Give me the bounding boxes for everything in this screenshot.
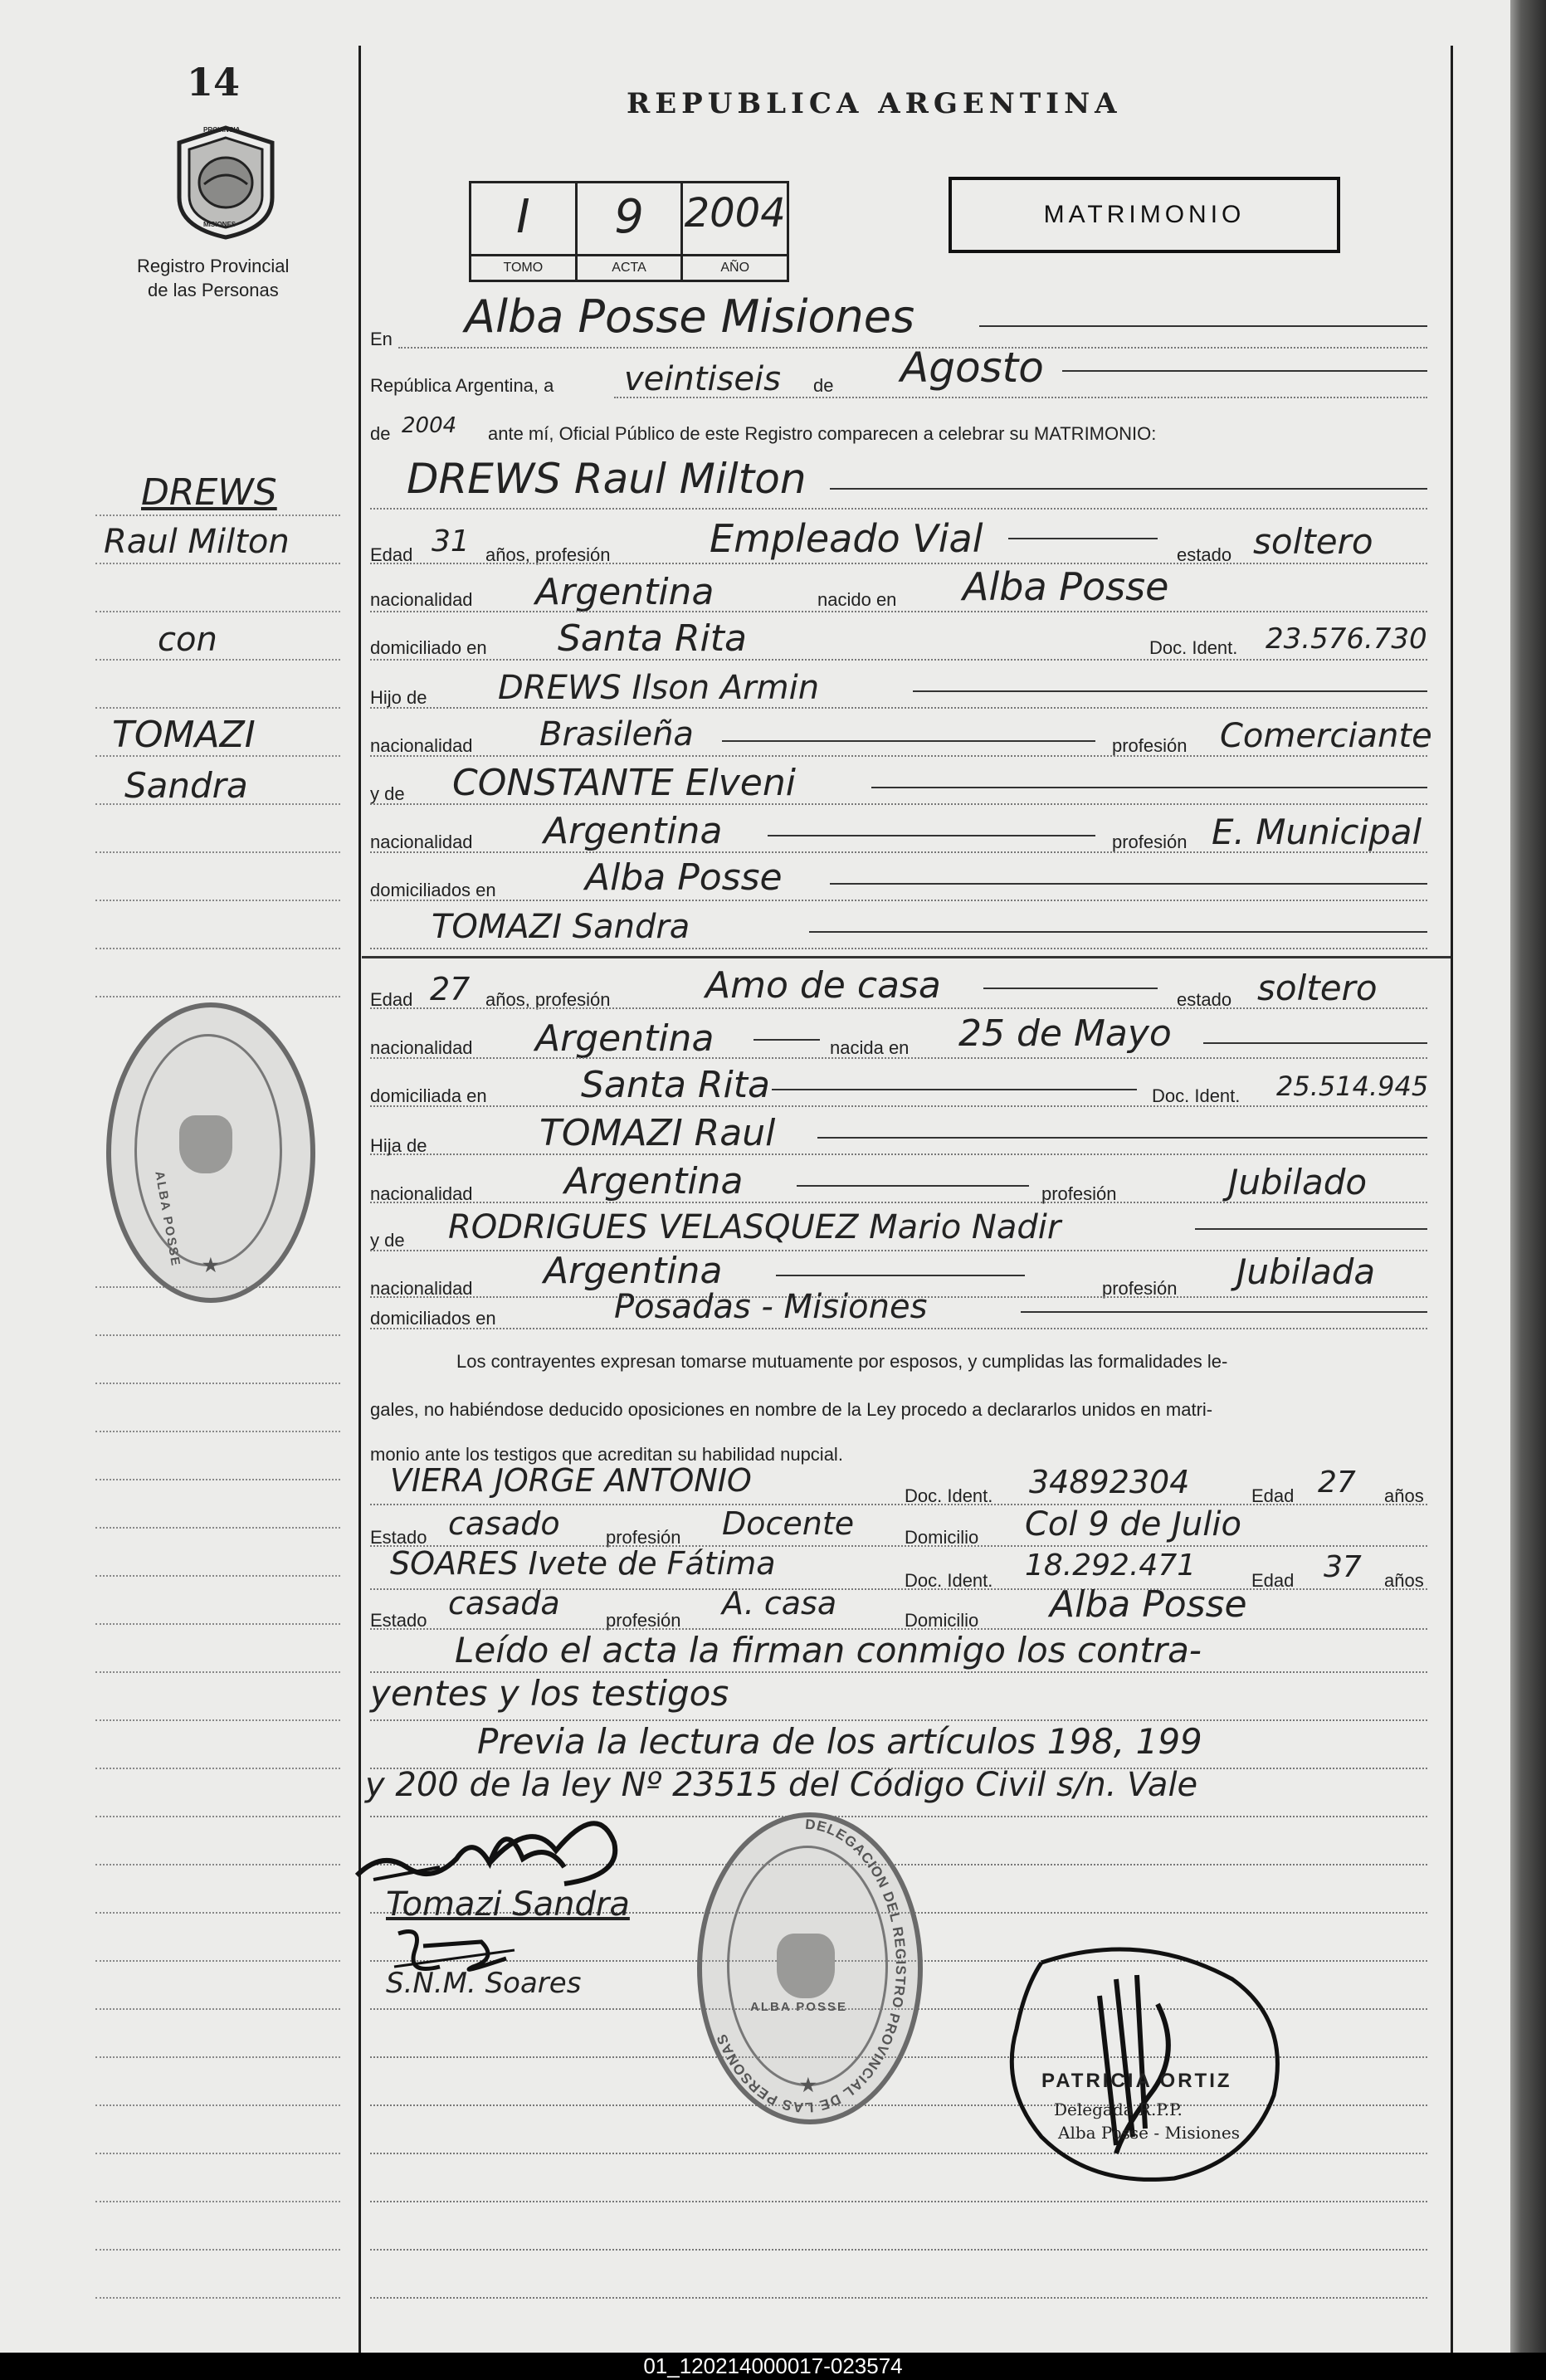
svg-text:DELEGACION DEL REGISTRO PROVIN: DELEGACION DEL REGISTRO PROVINCIAL DE LAS PERSONAS [713, 1816, 910, 2114]
witness1-age: 27 [1318, 1466, 1356, 1500]
official-name: PATRICIA ORTIZ [1041, 2070, 1232, 2092]
month-value: Agosto [900, 344, 1044, 392]
groom-doc: 23.576.730 [1266, 622, 1427, 656]
declaration-line3: monio ante los testigos que acreditan su habilidad nupcial. [370, 1444, 843, 1465]
bride-father-nac-label: nacionalidad [370, 1183, 473, 1204]
groom-nac-label: nacionalidad [370, 589, 473, 610]
note-line1: Leído el acta la firman conmigo los contra- [455, 1630, 1202, 1670]
bride-mother-nat: Argentina [544, 1250, 723, 1292]
bride-birthplace: 25 de Mayo [958, 1012, 1172, 1055]
acta-label: ACTA [578, 254, 681, 280]
tomo-label: TOMO [471, 254, 575, 280]
witness2-edad-label: Edad [1251, 1570, 1295, 1591]
witness2-profession: A. casa [722, 1585, 837, 1622]
groom-mother-nac-label: nacionalidad [370, 832, 473, 852]
tomo-value: I [516, 190, 530, 244]
margin-name-2: Sandra [124, 765, 248, 806]
official-title: Delegada R.P.P. [1054, 2100, 1183, 2119]
witness1-name: VIERA JORGE ANTONIO [390, 1462, 752, 1499]
bride-nationality: Argentina [535, 1017, 714, 1060]
groom-father-nat: Brasileña [539, 715, 694, 754]
groom-estado: soltero [1253, 521, 1373, 562]
groom-age: 31 [432, 524, 470, 558]
anio-label: AÑO [683, 254, 787, 280]
witness2-anos-label: años [1384, 1570, 1424, 1591]
bride-mother: RODRIGUES VELASQUEZ Mario Nadir [448, 1208, 1061, 1246]
bride-hija-label: Hija de [370, 1135, 427, 1156]
groom-parents-dom: Alba Posse [585, 856, 783, 899]
tomo-cell [471, 183, 578, 280]
margin-line-left [358, 46, 361, 2353]
margin-surname-1: DREWS [141, 471, 277, 514]
signature-groom [349, 1784, 680, 1892]
bride-doc: 25.514.945 [1276, 1071, 1429, 1102]
stamp-inner-text-2: ALBA POSSE [750, 2000, 847, 2014]
statement-text: ante mí, Oficial Público de este Registro comparecen a celebrar su MATRIMONIO: [488, 423, 1157, 444]
witness2-estado: casada [448, 1585, 560, 1622]
republica-label: República Argentina, a [370, 375, 554, 396]
bride-father-prof-label: profesión [1041, 1183, 1117, 1204]
groom-mother-prof: E. Municipal [1212, 812, 1422, 852]
year-value: 2004 [402, 413, 457, 438]
note-line4: y 200 de la ley Nº 23515 del Código Civil s/n. Vale [365, 1766, 1198, 1804]
declaration-line2: gales, no habiéndose deducido oposiciones en nombre de la Ley procedo a declararlos unidos en matri- [370, 1399, 1213, 1420]
groom-father: DREWS Ilson Armin [498, 669, 820, 707]
groom-father-nac-label: nacionalidad [370, 735, 473, 756]
anio-cell [683, 183, 787, 280]
bride-age: 27 [430, 971, 471, 1007]
bride-mother-nac-label: nacionalidad [370, 1278, 473, 1299]
official-place: Alba Posse - Misiones [1058, 2123, 1241, 2143]
groom-father-prof: Comerciante [1220, 717, 1432, 755]
witness2-prof-label: profesión [606, 1610, 681, 1631]
de-label-2: de [370, 423, 391, 444]
witness2-domicile: Alba Posse [1050, 1583, 1247, 1626]
groom-mother-prof-label: profesión [1112, 832, 1188, 852]
bride-doc-label: Doc. Ident. [1152, 1085, 1241, 1106]
signature-witness-2: S.N.M. Soares [386, 1967, 582, 2000]
coat-of-arms-icon [777, 1934, 835, 1998]
bride-father-nat: Argentina [564, 1160, 744, 1202]
witness1-estado: casado [448, 1505, 560, 1542]
bride-dom-label: domiciliada en [370, 1085, 487, 1106]
de-label-1: de [813, 375, 834, 396]
bride-father: TOMAZI Raul [539, 1112, 776, 1154]
bride-edad-label: Edad [370, 989, 413, 1010]
margin-name-1: Raul Milton [104, 523, 290, 561]
witness2-dom-label: Domicilio [905, 1610, 979, 1631]
country-title: REPUBLICA ARGENTINA [627, 87, 1122, 120]
groom-profession: Empleado Vial [710, 516, 983, 561]
note-line3: Previa la lectura de los artículos 198, 199 [477, 1721, 1202, 1762]
groom-yde-label: y de [370, 783, 405, 804]
stamp-star-icon: ★ [202, 1255, 221, 1275]
official-signature [992, 1929, 1307, 2187]
bride-nac-label: nacionalidad [370, 1037, 473, 1058]
groom-nacido-label: nacido en [817, 589, 897, 610]
witness2-name: SOARES Ivete de Fátima [390, 1545, 776, 1582]
groom-doc-label: Doc. Ident. [1149, 637, 1238, 658]
witness2-doc: 18.292.471 [1025, 1548, 1197, 1583]
seal-top-text: PROVINCIA [203, 126, 241, 134]
bride-anos-label: años, profesión [485, 989, 611, 1010]
bride-mother-prof: Jubilada [1236, 1251, 1376, 1292]
groom-birthplace: Alba Posse [963, 564, 1169, 609]
groom-edad-label: Edad [370, 544, 413, 565]
scan-filename: 01_120214000017-023574 [0, 2353, 1546, 2380]
witness1-prof-label: profesión [606, 1527, 681, 1548]
note-line2: yentes y los testigos [370, 1673, 729, 1714]
signature-bride: Tomazi Sandra [386, 1885, 630, 1924]
bride-doms-label: domiciliados en [370, 1308, 496, 1329]
day-value: veintiseis [624, 360, 781, 398]
groom-mother-nat: Argentina [544, 810, 723, 852]
groom-nationality: Argentina [535, 571, 714, 613]
registry-line1: Registro Provincial [137, 256, 290, 276]
margin-connector: con [158, 621, 217, 659]
groom-full-name: DREWS Raul Milton [407, 455, 807, 503]
acta-value: 9 [614, 190, 644, 244]
place-value: Alba Posse Misiones [465, 290, 915, 343]
anio-value: 2004 [684, 190, 786, 237]
acta-cell [578, 183, 684, 280]
page-number: 14 [187, 60, 241, 105]
binding-edge [1510, 0, 1546, 2353]
witness1-profession: Docente [722, 1505, 855, 1542]
bride-estado-label: estado [1177, 989, 1232, 1010]
stamp-inner-text: ALBA POSSE [152, 1170, 183, 1269]
bride-yde-label: y de [370, 1230, 405, 1251]
en-label: En [370, 329, 393, 349]
declaration-line1: Los contrayentes expresan tomarse mutuamente por esposos, y cumplidas las formalidades le- [456, 1351, 1228, 1372]
groom-dom-label: domiciliado en [370, 637, 487, 658]
margin-line-right [1451, 46, 1453, 2353]
stamp-star-icon: ★ [800, 2075, 818, 2095]
witness2-doc-label: Doc. Ident. [905, 1570, 993, 1591]
groom-hijo-label: Hijo de [370, 687, 427, 708]
witness1-estado-label: Estado [370, 1527, 427, 1548]
groom-father-prof-label: profesión [1112, 735, 1188, 756]
witness1-anos-label: años [1384, 1485, 1424, 1506]
groom-estado-label: estado [1177, 544, 1232, 565]
bride-nacida-label: nacida en [830, 1037, 910, 1058]
witness1-doc-label: Doc. Ident. [905, 1485, 993, 1506]
registry-stamp-margin [106, 1002, 315, 1303]
bride-estado: soltero [1257, 968, 1378, 1008]
witness1-doc: 34892304 [1029, 1464, 1190, 1500]
document-type-box: MATRIMONIO [949, 177, 1340, 253]
bride-parents-dom: Posadas - Misiones [614, 1288, 928, 1326]
seal-bottom-text: MISIONES [203, 221, 237, 228]
registry-stamp [697, 1812, 923, 2124]
bride-full-name: TOMAZI Sandra [432, 908, 690, 946]
bride-profession: Amo de casa [705, 964, 941, 1007]
bride-mother-prof-label: profesión [1102, 1278, 1178, 1299]
witness1-dom-label: Domicilio [905, 1527, 979, 1548]
witness2-estado-label: Estado [370, 1610, 427, 1631]
acta-reference-box [469, 181, 789, 282]
groom-mother: CONSTANTE Elveni [452, 762, 796, 804]
groom-doms-label: domiciliados en [370, 880, 496, 900]
bride-domicile: Santa Rita [581, 1064, 770, 1106]
witness1-edad-label: Edad [1251, 1485, 1295, 1506]
groom-domicile: Santa Rita [558, 617, 747, 660]
groom-anos-label: años, profesión [485, 544, 611, 565]
witness2-age: 37 [1324, 1550, 1362, 1584]
margin-surname-2: TOMAZI [112, 714, 256, 756]
witness1-domicile: Col 9 de Julio [1025, 1505, 1241, 1544]
bride-father-prof: Jubilado [1228, 1162, 1368, 1202]
registry-line2: de las Personas [148, 280, 279, 300]
coat-of-arms-icon [179, 1115, 232, 1173]
